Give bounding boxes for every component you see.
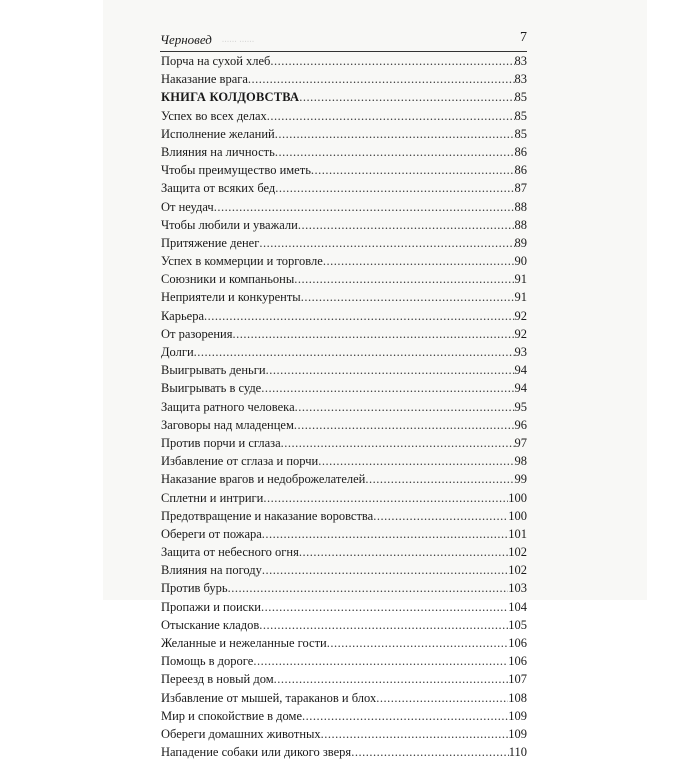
- toc-entry-page: 102: [508, 545, 527, 560]
- toc-entry: [161, 52, 527, 70]
- toc-entry-title: Обереги домашних животных: [161, 726, 321, 741]
- toc-entry-title: От неудач: [161, 199, 214, 214]
- toc-entry-title: Успех во всех делах: [161, 108, 267, 123]
- toc-entry-page: 100: [508, 508, 527, 523]
- toc-entry-page: 107: [508, 672, 527, 687]
- toc-entry-page: 86: [514, 144, 527, 159]
- toc-entry: [161, 507, 527, 525]
- toc-entry: [161, 398, 527, 416]
- toc-entry: [161, 416, 527, 434]
- toc-entry-page: 91: [514, 290, 527, 305]
- toc-entry-page: 87: [514, 181, 527, 196]
- toc-entry-title: Влияния на личность: [161, 144, 275, 159]
- toc-entry-title: Наказание врагов и недоброжелателей: [161, 472, 366, 487]
- toc-entry-page: 109: [508, 726, 527, 741]
- toc-entry-title: Чтобы преимущество иметь: [161, 163, 311, 178]
- toc-entry-title: Против бурь: [161, 581, 228, 596]
- toc-entry-page: 102: [508, 563, 527, 578]
- dot-leader: [274, 670, 509, 688]
- toc-entry-page: 88: [514, 217, 527, 232]
- toc-entry-title: Карьера: [161, 308, 205, 323]
- toc-entry-title: Долги: [161, 345, 194, 359]
- toc-entry: [161, 652, 527, 670]
- toc-entry: [161, 107, 527, 125]
- toc-entry-page: 89: [514, 235, 527, 250]
- toc-entry: [161, 179, 527, 197]
- toc-entry-title: Притяжение денег: [161, 235, 260, 250]
- toc-entry-page: 97: [514, 435, 527, 450]
- toc-entry: [161, 670, 527, 688]
- dot-leader: [259, 234, 514, 252]
- toc-entry-page: 83: [514, 54, 527, 68]
- toc-entry-page: 85: [514, 90, 527, 105]
- toc-entry-page: 88: [514, 199, 527, 214]
- toc-entry-title: Переезд в новый дом: [161, 672, 274, 687]
- running-header: [160, 30, 527, 52]
- toc-entry-title: Предотвращение и наказание воровства: [161, 508, 374, 523]
- dot-leader: [294, 270, 514, 288]
- toc-entry-title: Желанные и нежеланные гости: [161, 636, 327, 650]
- dot-leader: [275, 125, 515, 143]
- toc-entry-page: 110: [508, 745, 527, 760]
- page-number: 7: [520, 30, 527, 45]
- dot-leader: [275, 143, 515, 161]
- toc-entry: [161, 616, 527, 634]
- dot-leader: [253, 652, 508, 670]
- toc-entry-title: Успех в коммерции и торговле: [161, 254, 323, 269]
- toc-entry-page: 105: [508, 617, 527, 632]
- toc-entry-title: Защита от всяких бед: [161, 181, 276, 196]
- toc-entry-title: Мир и спокойствие в доме: [161, 708, 302, 723]
- toc-entry-title: Против порчи и сглаза: [161, 435, 281, 450]
- dot-leader: [204, 307, 514, 325]
- dot-leader: [376, 689, 508, 707]
- dot-leader: [214, 198, 515, 216]
- dot-leader: [266, 361, 515, 379]
- toc-entry: [161, 525, 527, 543]
- toc-entry-title: Нападение собаки или дикого зверя: [161, 745, 352, 760]
- dot-leader: [228, 579, 509, 597]
- toc-entry-title: Избавление от мышей, тараканов и блох: [161, 690, 377, 705]
- toc-entry: [161, 707, 527, 725]
- dot-leader: [275, 179, 514, 197]
- toc-entry-page: 109: [508, 708, 527, 723]
- toc-entry-page: 92: [514, 326, 527, 341]
- toc-entry: [161, 361, 527, 379]
- dot-leader: [263, 489, 508, 507]
- toc-entry-title: Выигрывать деньги: [161, 363, 266, 378]
- toc-entry-page: 103: [508, 581, 527, 596]
- dot-leader: [373, 507, 508, 525]
- toc-entry-page: 96: [514, 417, 527, 432]
- dot-leader: [259, 616, 508, 634]
- book-title: Черновед: [160, 32, 212, 47]
- toc-entry-page: 98: [514, 454, 527, 469]
- dot-leader: [248, 70, 515, 88]
- toc-entry: [161, 689, 527, 707]
- toc-entry-page: 90: [514, 254, 527, 269]
- toc-entry-title: Обереги от пожара: [161, 526, 262, 541]
- toc-entry-title: Отыскание кладов: [161, 617, 260, 632]
- toc-entry: [161, 125, 527, 143]
- dot-leader: [262, 525, 508, 543]
- faded-header-text: ...... ......: [222, 34, 255, 45]
- toc-entry-title: Наказание врага: [161, 72, 248, 87]
- toc-entry: [161, 343, 527, 361]
- dot-leader: [311, 161, 515, 179]
- dot-leader: [194, 343, 515, 361]
- toc-entry: [161, 288, 527, 306]
- toc-entry: [161, 579, 527, 597]
- toc-entry-page: 101: [508, 526, 527, 541]
- toc-entry-page: 85: [514, 126, 527, 141]
- toc-entry: [161, 143, 527, 161]
- toc-entry-page: 99: [514, 472, 527, 487]
- dot-leader: [299, 88, 514, 106]
- toc-entry-title: Неприятели и конкуренты: [161, 290, 301, 305]
- toc-entry-title: Защита ратного человека: [161, 399, 295, 414]
- toc-entry-page: 94: [514, 381, 527, 396]
- toc-entry-title: Исполнение желаний: [161, 126, 275, 141]
- dot-leader: [301, 288, 515, 306]
- dot-leader: [298, 216, 515, 234]
- dot-leader: [295, 398, 515, 416]
- dot-leader: [262, 561, 508, 579]
- toc-entry: [161, 743, 527, 761]
- dot-leader: [365, 470, 514, 488]
- dot-leader: [267, 107, 515, 125]
- dot-leader: [299, 543, 508, 561]
- toc-entry: [161, 325, 527, 343]
- toc-entry: [161, 598, 527, 616]
- toc-entry-page: 95: [514, 399, 527, 414]
- toc-entry-title: Пропажи и поиски: [161, 599, 261, 614]
- toc-entry-title: Чтобы любили и уважали: [161, 217, 298, 232]
- toc-entry-page: 94: [514, 363, 527, 378]
- toc-entry-page: 106: [508, 654, 527, 669]
- toc-entry: [161, 561, 527, 579]
- toc-entry-title: Помощь в дороге: [161, 654, 254, 669]
- toc-entry-title: Сплетни и интриги: [161, 490, 264, 505]
- dot-leader: [318, 452, 514, 470]
- toc-entry-page: 104: [508, 599, 527, 614]
- toc-entry: [161, 161, 527, 179]
- toc-entry: [161, 489, 527, 507]
- dot-leader: [261, 598, 508, 616]
- toc-entry-page: 86: [514, 163, 527, 178]
- dot-leader: [281, 434, 515, 452]
- toc-entry: [161, 634, 527, 652]
- toc-entry: [161, 725, 527, 743]
- dot-leader: [261, 379, 514, 397]
- toc-entry-page: 85: [514, 108, 527, 123]
- dot-leader: [321, 725, 509, 743]
- dot-leader: [323, 252, 515, 270]
- toc-entry: [161, 379, 527, 397]
- toc-entry: [161, 198, 527, 216]
- dot-leader: [327, 634, 509, 652]
- toc-entry: [161, 70, 527, 88]
- toc-entry-page: 93: [514, 345, 527, 359]
- toc-entry: [161, 543, 527, 561]
- toc-entry: [161, 234, 527, 252]
- toc-section-heading: [161, 88, 527, 106]
- toc-entry-page: 108: [508, 690, 527, 705]
- toc-entry: [161, 307, 527, 325]
- toc-entry-title: Союзники и компаньоны: [161, 272, 295, 287]
- toc-entry: [161, 470, 527, 488]
- toc-entry-title: Избавление от сглаза и порчи: [161, 454, 319, 469]
- toc-entry-page: 106: [508, 636, 527, 650]
- dot-leader: [294, 416, 515, 434]
- toc-entry-title: Порча на сухой хлеб: [161, 54, 271, 68]
- dot-leader: [270, 52, 514, 70]
- toc-entry-title: Выигрывать в суде: [161, 381, 262, 396]
- toc-entry: [161, 216, 527, 234]
- dot-leader: [232, 325, 514, 343]
- toc-entry: [161, 252, 527, 270]
- toc-entry-page: 83: [514, 72, 527, 87]
- toc-entry-page: 91: [514, 272, 527, 287]
- toc-entry: [161, 434, 527, 452]
- table-of-contents: [161, 52, 527, 761]
- toc-entry-title: От разорения: [161, 326, 233, 341]
- toc-entry-page: 100: [508, 490, 527, 505]
- toc-entry-title: КНИГА КОЛДОВСТВА: [161, 90, 300, 105]
- dot-leader: [302, 707, 508, 725]
- toc-entry: [161, 270, 527, 288]
- toc-entry-title: Влияния на погоду: [161, 563, 262, 578]
- toc-entry-title: Защита от небесного огня: [161, 545, 299, 560]
- dot-leader: [351, 743, 509, 761]
- toc-entry-page: 92: [514, 308, 527, 323]
- toc-entry: [161, 452, 527, 470]
- toc-entry-title: Заговоры над младенцем: [161, 417, 294, 432]
